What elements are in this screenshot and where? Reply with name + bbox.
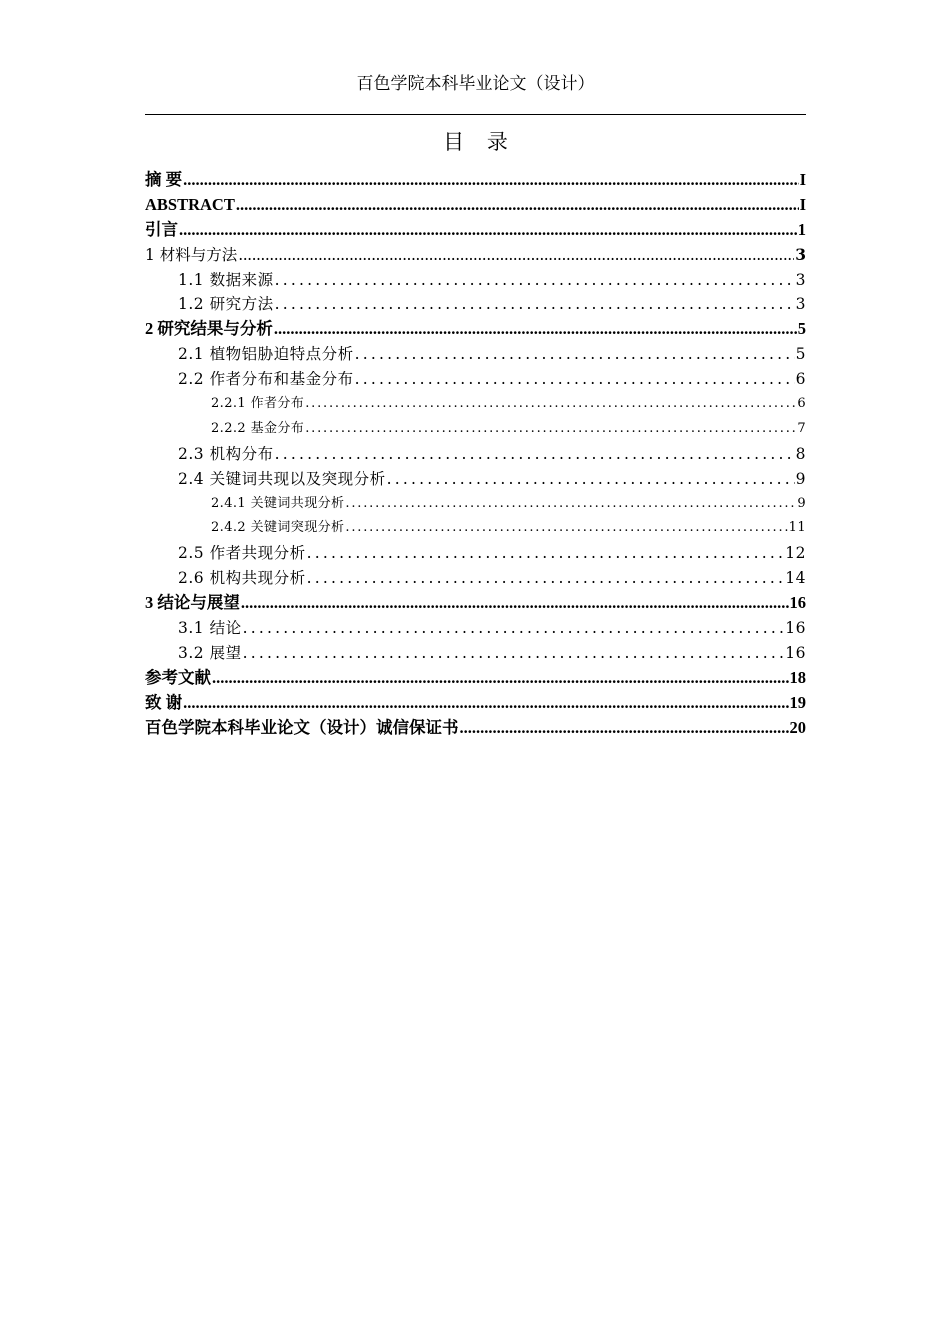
toc-entry-label: 2.4.1 关键词共现分析 xyxy=(211,495,345,511)
toc-entry-label: 3.1 结论 xyxy=(178,619,242,638)
toc-entry-abstract-en[interactable] xyxy=(145,193,806,218)
toc-entry-page: 3 xyxy=(795,295,806,314)
toc-entry-page: 9 xyxy=(797,495,806,511)
toc-entry-section-2-6[interactable] xyxy=(145,566,806,591)
toc-entry-section-2-4-1[interactable] xyxy=(145,492,806,517)
toc-dot-leader xyxy=(238,243,794,268)
toc-entry-section-2-2[interactable] xyxy=(145,367,806,392)
toc-entry-section-3-1[interactable] xyxy=(145,616,806,641)
toc-entry-section-2-5[interactable] xyxy=(145,541,806,566)
toc-entry-label: 2.1 植物铝胁迫特点分析 xyxy=(178,345,354,364)
toc-entry-introduction[interactable] xyxy=(145,218,806,243)
table-of-contents xyxy=(145,168,806,740)
toc-entry-page: 5 xyxy=(797,319,806,339)
toc-dot-leader xyxy=(179,218,797,243)
toc-title: 目 录 xyxy=(443,130,516,154)
toc-entry-page: 8 xyxy=(795,444,806,463)
toc-dot-leader xyxy=(355,367,795,392)
toc-entry-page: 16 xyxy=(785,643,806,662)
toc-entry-section-2-3[interactable] xyxy=(145,442,806,467)
toc-dot-leader xyxy=(460,716,789,741)
toc-dot-leader xyxy=(274,317,797,342)
toc-entry-label: 1.1 数据来源 xyxy=(178,270,274,289)
toc-entry-page: 19 xyxy=(789,692,806,712)
toc-entry-page: 12 xyxy=(785,544,806,563)
toc-entry-label: 2.4 关键词共现以及突现分析 xyxy=(178,469,386,488)
toc-entry-chapter-3[interactable] xyxy=(145,591,806,616)
toc-entry-label: 引言 xyxy=(145,219,178,239)
toc-dot-leader xyxy=(387,467,795,492)
toc-dot-leader xyxy=(305,417,796,442)
toc-dot-leader xyxy=(236,193,799,218)
toc-dot-leader xyxy=(275,268,795,293)
toc-entry-chapter-2[interactable] xyxy=(145,317,806,342)
toc-entry-label: 2.4.2 关键词突现分析 xyxy=(211,520,345,536)
toc-dot-leader xyxy=(183,691,788,716)
toc-dot-leader xyxy=(275,292,795,317)
toc-entry-acknowledgements[interactable] xyxy=(145,691,806,716)
toc-entry-label: 参考文献 xyxy=(145,667,211,687)
toc-dot-leader xyxy=(183,168,798,193)
toc-entry-label: 2.2.1 作者分布 xyxy=(211,396,305,412)
toc-entry-label: 2.6 机构共现分析 xyxy=(178,569,306,588)
toc-entry-label: 致 谢 xyxy=(145,692,183,712)
toc-dot-leader xyxy=(243,616,785,641)
toc-entry-page: 3 xyxy=(795,244,806,264)
toc-entry-label: 摘 要 xyxy=(145,170,183,189)
toc-entry-section-2-1[interactable] xyxy=(145,342,806,367)
toc-entry-page: 6 xyxy=(797,396,806,412)
toc-dot-leader xyxy=(212,666,789,691)
toc-entry-page: 5 xyxy=(795,345,806,364)
toc-entry-page: 1 xyxy=(797,219,806,239)
toc-entry-label: 2 研究结果与分析 xyxy=(145,319,273,339)
toc-dot-leader xyxy=(305,392,796,417)
toc-dot-leader xyxy=(355,342,795,367)
toc-entry-label: 1 材料与方法 xyxy=(145,245,238,264)
toc-entry-label: ABSTRACT xyxy=(145,194,235,214)
toc-entry-page: I xyxy=(799,170,806,189)
toc-entry-label: 百色学院本科毕业论文（设计）诚信保证书 xyxy=(145,717,459,737)
toc-entry-section-1-1[interactable] xyxy=(145,268,806,293)
toc-entry-section-1-2[interactable] xyxy=(145,292,806,317)
page-header: 百色学院本科毕业论文（设计） xyxy=(356,74,595,94)
toc-entry-label: 2.5 作者共现分析 xyxy=(178,544,306,563)
toc-entry-integrity-statement[interactable] xyxy=(145,716,806,741)
toc-entry-chapter-1[interactable] xyxy=(145,243,806,268)
toc-entry-page: 14 xyxy=(785,569,806,588)
toc-entry-section-2-4-2[interactable] xyxy=(145,516,806,541)
toc-dot-leader xyxy=(243,641,785,666)
toc-entry-label: 2.2.2 基金分布 xyxy=(211,420,305,436)
toc-entry-page: 6 xyxy=(795,370,806,389)
toc-entry-label: 3 结论与展望 xyxy=(145,593,240,613)
toc-entry-label: 3.2 展望 xyxy=(178,643,242,662)
toc-dot-leader xyxy=(307,541,785,566)
toc-entry-label: 2.2 作者分布和基金分布 xyxy=(178,370,354,389)
toc-dot-leader xyxy=(307,566,785,591)
toc-dot-leader xyxy=(241,591,789,616)
toc-dot-leader xyxy=(345,516,787,541)
toc-entry-section-3-2[interactable] xyxy=(145,641,806,666)
toc-entry-section-2-2-2[interactable] xyxy=(145,417,806,442)
toc-entry-label: 2.3 机构分布 xyxy=(178,444,274,463)
toc-entry-page: 7 xyxy=(797,420,806,436)
toc-entry-page: 16 xyxy=(789,593,806,613)
toc-entry-page: 3 xyxy=(795,270,806,289)
toc-entry-section-2-4[interactable] xyxy=(145,467,806,492)
toc-entry-abstract-cn[interactable] xyxy=(145,168,806,193)
toc-dot-leader xyxy=(345,492,796,517)
toc-entry-page: I xyxy=(799,194,806,214)
toc-entry-page: 18 xyxy=(789,667,806,687)
toc-entry-references[interactable] xyxy=(145,666,806,691)
toc-entry-section-2-2-1[interactable] xyxy=(145,392,806,417)
toc-entry-page: 16 xyxy=(785,619,806,638)
header-divider xyxy=(145,114,806,115)
toc-dot-leader xyxy=(275,442,795,467)
toc-entry-page: 20 xyxy=(789,717,806,737)
toc-entry-page: 9 xyxy=(795,469,806,488)
toc-entry-page: 11 xyxy=(788,520,806,536)
toc-entry-label: 1.2 研究方法 xyxy=(178,295,274,314)
